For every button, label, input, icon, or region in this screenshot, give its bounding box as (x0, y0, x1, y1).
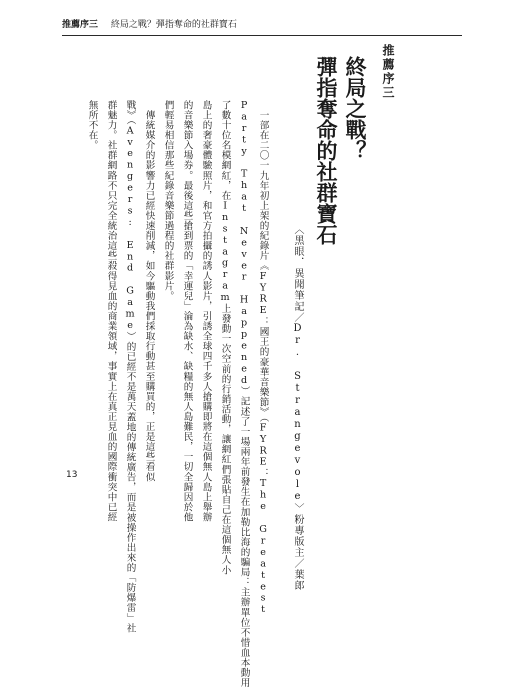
body-text-column: 傳統媒介的影響力已經快速削減，如今驅動我們採取行動甚至購買的，正是這些看似 (143, 100, 155, 482)
body-text-column: 島上的奢豪體驗照片，和官方拍攝的誘人影片，引誘全球四千多人搶購即將在這個無人島上舉辦 (200, 100, 212, 523)
body-text-column: 一部在二〇一九年初上架的紀錄片《FYRE：國王的豪華音樂節》（FYRE：The Greatest (257, 100, 269, 616)
chapter-title-line-2: 彈指奪命的社群寶石 (314, 56, 339, 245)
header-running-title: 終局之戰？彈指奪命的社群寶石 (110, 20, 237, 30)
section-label: 推薦序三 (381, 44, 395, 100)
body-text-column: 無所不在。 (86, 100, 98, 151)
body-text-column: 們輕易相信那些紀錄音樂節過程的社群影片。 (162, 100, 174, 301)
page-number: 13 (66, 470, 78, 480)
author-byline: 〈黑眼．異聞筆記／Dr. Strangevole〉粉專版主／葉郎 (292, 224, 303, 591)
chapter-title-line-1: 終局之戰？ (343, 56, 368, 161)
body-text-column: 了數十位名模網紅，在Instagram上發動一次空前的行銷活動，讓網紅們張貼自己在這個無人小 (219, 100, 231, 575)
header-section-label: 推薦序三 (62, 20, 99, 30)
running-header (62, 16, 462, 36)
body-text-column: 戰》（Avengers: End Game）的已經不是萬天蓋地的傳統廣告，而是被操作出來的「防爆雷」社 (124, 100, 136, 633)
body-text-column: 的音樂節入場券。最後這些搶到票的「幸運兒」淪為缺水、缺糧的無人島難民，一切全歸因於他 (181, 100, 193, 523)
body-text-column: 群魅力。社群網路不只完全統治這些殺得見血的商業領域，事實上在真正見血的國際衝突中已經 (105, 100, 117, 523)
body-text-column: Party That Never Happened）記述了一場兩年前發生在加勒比海的騙局：主辦單位不惜血本動用 (238, 100, 250, 688)
